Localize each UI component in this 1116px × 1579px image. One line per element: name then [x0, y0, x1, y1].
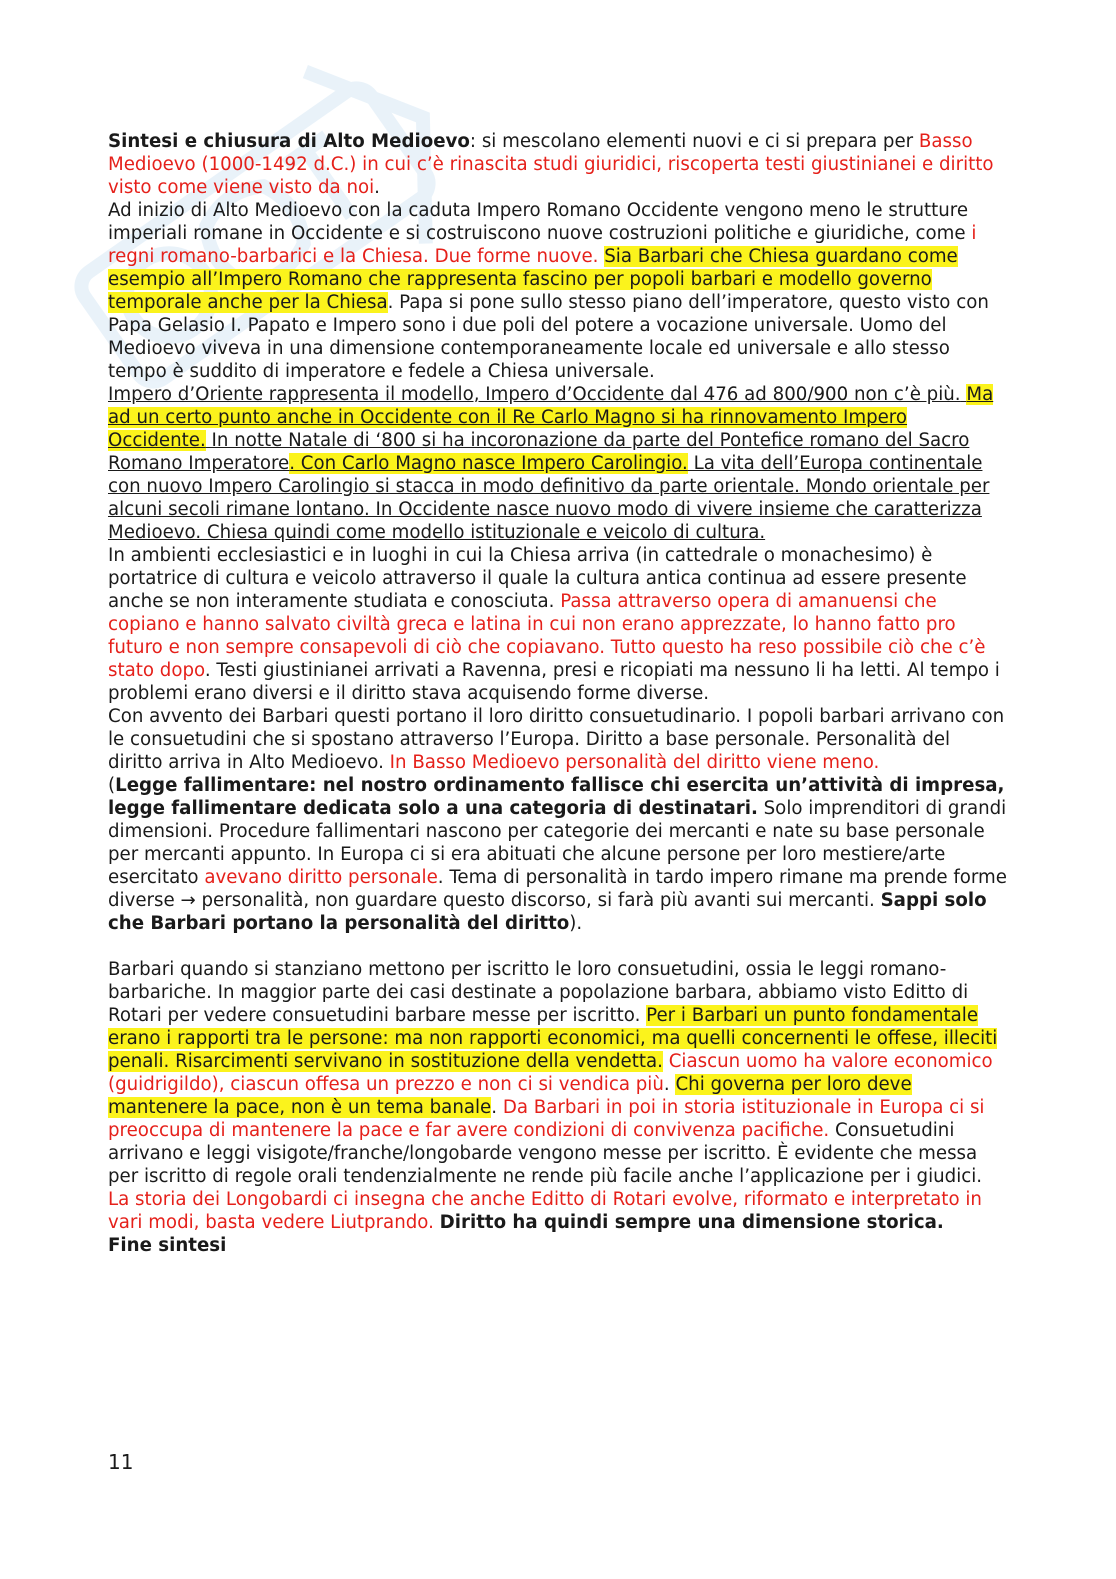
text-run: Ad inizio di Alto Medioevo con la caduta Impero Romano Occidente vengono meno le strutture imperiali romane in Occidente e si costruiscono nuove costruzioni politiche e giuridiche, come [108, 200, 972, 244]
text-run: . Papa si pone sullo stesso piano dell’imperatore, questo visto con Papa Gelasio I. Papato e Impero sono i due poli del potere a vocazione universale. Uomo del Medioevo viveva in una dimensione contemporaneamente locale ed universale e allo stesso tempo è suddito di imperatore e fedele a Chiesa universale. [108, 292, 989, 382]
text-run: Diritto ha quindi sempre una dimensione storica. [439, 1212, 944, 1233]
text-run: Solo imprenditori di grandi dimensioni. Procedure fallimentari nascono per categorie dei mercanti e nate su base personale per mercanti appunto. In Europa ci si era abituati che alcune persone per loro mestiere/arte esercitato [108, 798, 1007, 888]
text-run: Con avvento dei Barbari questi portano il loro diritto consuetudinario. I popoli barbari arrivano con le consuetudini che si spostano attraverso l’Europa. Diritto a base personale. Personalità del diritto arriva in Alto Medioevo. [108, 706, 1005, 773]
text-run: . Tema di personalità in tardo impero rimane ma prende forme diverse → personalità, non guardare questo discorso, si farà più avanti sui mercanti. [108, 867, 1007, 911]
text-run: La storia dei Longobardi ci insegna che anche Editto di Rotari evolve, riformato e interpretato in vari modi, basta vedere Liutprando. [108, 1189, 982, 1233]
text-run: avevano diritto personale [204, 867, 438, 888]
text-run: Legge fallimentare: nel nostro ordinamento fallisce chi esercita un’attività di impresa, legge fallimentare dedicata solo a una categoria di destinatari. [108, 775, 1005, 819]
text-run: Consuetudini arrivano e leggi visigote/franche/longobarde vengono messe per iscritto. È evidente che messa per iscritto di regole orali tendenzialmente ne rende più facile anche l’applicazione per i giudici. [108, 1120, 983, 1187]
text-run: In notte Natale di ‘800 si ha incoronazione da parte del Pontefice romano del Sacro Romano Imperatore [108, 430, 970, 474]
text-run: Ma ad un certo punto anche in Occidente con il Re Carlo Magno si ha rinnovamento Impero Occidente. [108, 384, 994, 451]
page-number: 11 [108, 1450, 134, 1474]
text-run: Sappi solo che Barbari portano la personalità del diritto [108, 890, 987, 934]
text-run: ( [108, 775, 116, 796]
text-run: . Testi giustinianei arrivati a Ravenna, presi e ricopiati ma nessuno li ha letti. Al tempo i problemi erano diversi e il diritto stava acquisendo forme diverse. [108, 660, 1000, 704]
text-run: Chi governa per loro deve mantenere la pace, non è un tema banale [108, 1074, 912, 1118]
text-run: La vita dell’Europa continentale con nuovo Impero Carolingio si stacca in modo definitivo da parte orientale. Mondo orientale per alcuni secoli rimane lontano. In Occidente nasce nuovo modo di vivere insieme che caratterizza Medioevo. Chiesa quindi come modello istituzionale e veicolo di cultura. [108, 453, 990, 543]
text-run: : si mescolano elementi nuovi e ci si prepara per [469, 131, 919, 152]
text-run: . [663, 1074, 676, 1095]
text-run: Fine sintesi [108, 1235, 227, 1256]
paragraph-legge-fallimentare [108, 774, 1008, 935]
text-run: . Con Carlo Magno nasce Impero Carolingio. [289, 453, 688, 474]
blank-line [108, 935, 1008, 958]
text-run: Barbari quando si stanziano mettono per iscritto le loro consuetudini, ossia le leggi romano-barbariche. In maggior parte dei casi destinate a popolazione barbara, abbiamo visto Editto di Rotari per vedere consuetudini barbare messe per iscritto. [108, 959, 969, 1026]
text-run: Passa attraverso opera di amanuensi che copiano e hanno salvato civiltà greca e latina in cui non erano apprezzate, lo hanno fatto pro futuro e non sempre consapevoli di ciò che copiavano. Tutto questo ha reso possibile ciò che c’è stato dopo [108, 591, 986, 681]
text-run: ). [569, 913, 583, 934]
text-run: Per i Barbari un punto fondamentale erano i rapporti tra le persone: ma non rapporti economici, ma quelli concernenti le offese, illeciti penali. Risarcimenti servivano in sostituzione della vendetta. [108, 1005, 998, 1072]
text-run: In Basso Medioevo personalità del diritto viene meno. [389, 752, 880, 773]
paragraph-inizio-alto-medioevo [108, 199, 1008, 383]
text-run: Sintesi e chiusura di Alto Medioevo [108, 131, 470, 152]
text-run: . [491, 1097, 503, 1118]
text-run: Impero d’Oriente rappresenta il modello, Impero d’Occidente dal 476 ad 800/900 non c’è più. [108, 384, 961, 405]
paragraph-avvento-barbari [108, 705, 1008, 774]
text-run: Ciascun uomo ha valore economico (guidrigildo), ciascun offesa un prezzo e non ci si vendica più [108, 1051, 993, 1095]
document-page [108, 130, 1008, 1257]
text-run: . [374, 177, 380, 198]
text-run: In ambienti ecclesiastici e in luoghi in cui la Chiesa arriva (in cattedrale o monachesimo) è portatrice di cultura e veicolo attraverso il quale la cultura antica continua ad essere presente anche se non interamente studiata e conosciuta. [108, 545, 967, 612]
paragraph-sintesi [108, 130, 1008, 199]
paragraph-fine-sintesi [108, 1234, 1008, 1257]
paragraph-impero-oriente [108, 383, 1008, 544]
paragraph-barbari-consuetudini [108, 958, 1008, 1234]
paragraph-ambienti-ecclesiastici [108, 544, 1008, 705]
text-run: Basso Medioevo (1000-1492 d.C.) in cui c’è rinascita studi giuridici, riscoperta testi giustinianei e diritto visto come viene visto da noi [108, 131, 994, 198]
text-run: Da Barbari in poi in storia istituzionale in Europa ci si preoccupa di mantenere la pace e far avere condizioni di convivenza pacifiche. [108, 1097, 985, 1141]
text-run: i regni romano-barbarici e la Chiesa. Due forme nuove. [108, 223, 977, 267]
text-run: Sia Barbari che Chiesa guardano come esempio all’Impero Romano che rappresenta fascino per popoli barbari e modello governo temporale anche per la Chiesa [108, 246, 958, 313]
